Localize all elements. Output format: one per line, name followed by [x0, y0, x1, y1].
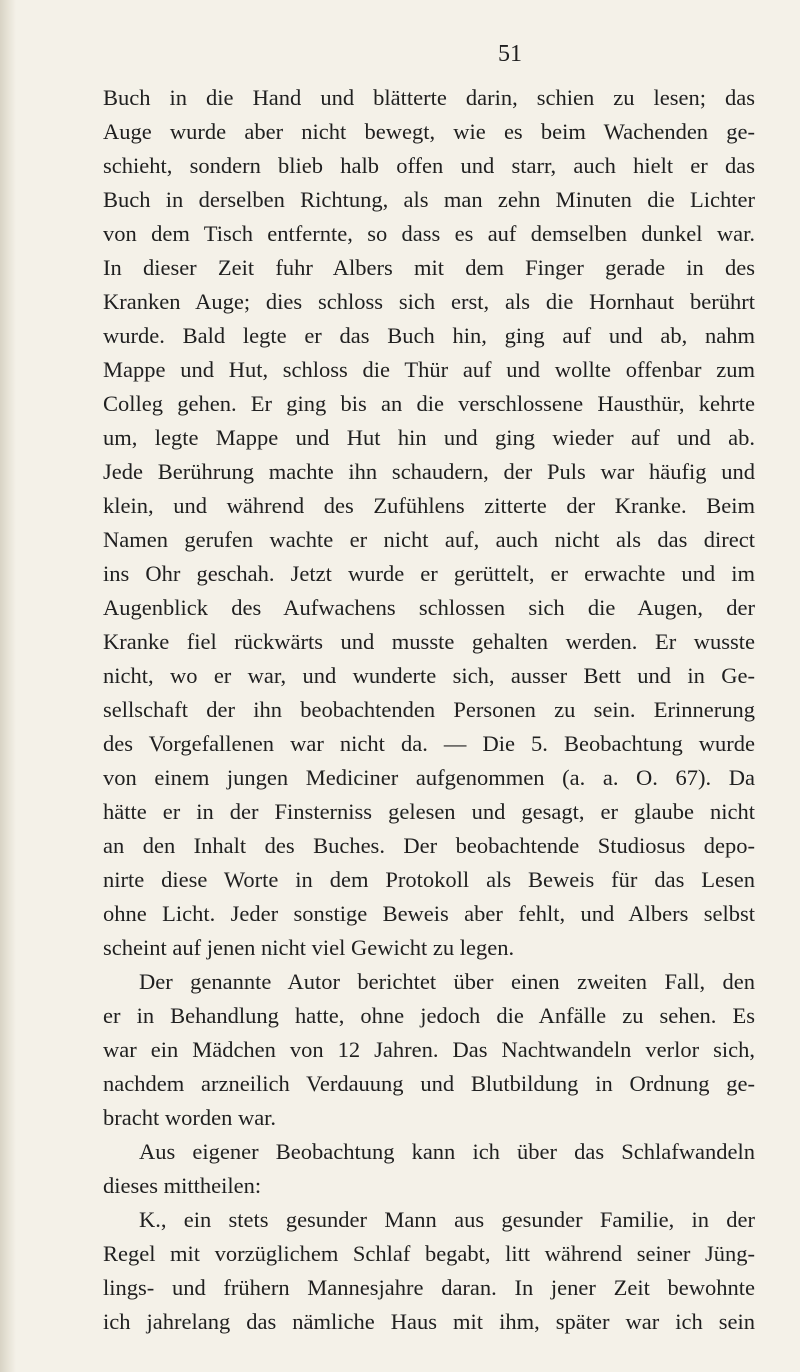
text-line: nicht, wo er war, und wunderte sich, ausser Bett und in Ge- [103, 663, 755, 688]
text-line: Aus eigener Beobachtung kann ich über das Schlafwandeln [139, 1139, 755, 1164]
text-line: um, legte Mappe und Hut hin und ging wieder auf und ab. [103, 425, 755, 450]
text-line: Mappe und Hut, schloss die Thür auf und wollte offenbar zum [103, 357, 755, 382]
text-line: Auge wurde aber nicht bewegt, wie es beim Wachenden ge- [103, 119, 755, 144]
text-line: schieht, sondern blieb halb offen und starr, auch hielt er das [103, 153, 755, 178]
text-line: klein, und während des Zufühlens zitterte der Kranke. Beim [103, 493, 755, 518]
text-line: von dem Tisch entfernte, so dass es auf demselben dunkel war. [103, 221, 755, 246]
body-text [103, 81, 755, 1339]
text-line: Kranken Auge; dies schloss sich erst, als die Hornhaut berührt [103, 289, 755, 314]
text-line: Namen gerufen wachte er nicht auf, auch nicht als das direct [103, 527, 755, 552]
text-line: von einem jungen Mediciner aufgenommen (a. a. O. 67). Da [103, 765, 755, 790]
text-line: dieses mittheilen: [103, 1173, 262, 1198]
text-line: nirte diese Worte in dem Protokoll als Beweis für das Lesen [103, 867, 755, 892]
text-line: K., ein stets gesunder Mann aus gesunder Familie, in der [139, 1207, 755, 1232]
text-line: Augenblick des Aufwachens schlossen sich die Augen, der [103, 595, 755, 620]
text-line: wurde. Bald legte er das Buch hin, ging auf und ab, nahm [103, 323, 755, 348]
text-line: Jede Berührung machte ihn schaudern, der Puls war häufig und [103, 459, 755, 484]
text-line: hätte er in der Finsterniss gelesen und gesagt, er glaube nicht [103, 799, 755, 824]
text-line: Der genannte Autor berichtet über einen zweiten Fall, den [139, 969, 755, 994]
text-line: lings- und frühern Mannesjahre daran. In jener Zeit bewohnte [103, 1275, 755, 1300]
text-line: des Vorgefallenen war nicht da. — Die 5. Beobachtung wurde [103, 731, 755, 756]
page-gutter-shadow [0, 0, 16, 1372]
text-line: an den Inhalt des Buches. Der beobachtende Studiosus depo- [103, 833, 755, 858]
text-line: sellschaft der ihn beobachtenden Personen zu sein. Erinnerung [103, 697, 755, 722]
text-line: Regel mit vorzüglichem Schlaf begabt, litt während seiner Jüng- [103, 1241, 755, 1266]
text-line: ohne Licht. Jeder sonstige Beweis aber fehlt, und Albers selbst [103, 901, 755, 926]
text-line: ins Ohr geschah. Jetzt wurde er gerüttelt, er erwachte und im [103, 561, 755, 586]
text-line: war ein Mädchen von 12 Jahren. Das Nachtwandeln verlor sich, [103, 1037, 755, 1062]
text-line: Kranke fiel rückwärts und musste gehalten werden. Er wusste [103, 629, 755, 654]
text-line: Buch in derselben Richtung, als man zehn Minuten die Lichter [103, 187, 755, 212]
page-number: 51 [498, 41, 522, 67]
text-line: scheint auf jenen nicht viel Gewicht zu legen. [103, 935, 515, 960]
text-line: Buch in die Hand und blätterte darin, schien zu lesen; das [103, 85, 755, 110]
text-line: nachdem arzneilich Verdauung und Blutbildung in Ordnung ge- [103, 1071, 755, 1096]
text-line: Colleg gehen. Er ging bis an die verschlossene Hausthür, kehrte [103, 391, 755, 416]
text-line: er in Behandlung hatte, ohne jedoch die Anfälle zu sehen. Es [103, 1003, 755, 1028]
text-line: In dieser Zeit fuhr Albers mit dem Finger gerade in des [103, 255, 755, 280]
text-line: ich jahrelang das nämliche Haus mit ihm, später war ich sein [103, 1309, 755, 1334]
text-line: bracht worden war. [103, 1105, 277, 1130]
